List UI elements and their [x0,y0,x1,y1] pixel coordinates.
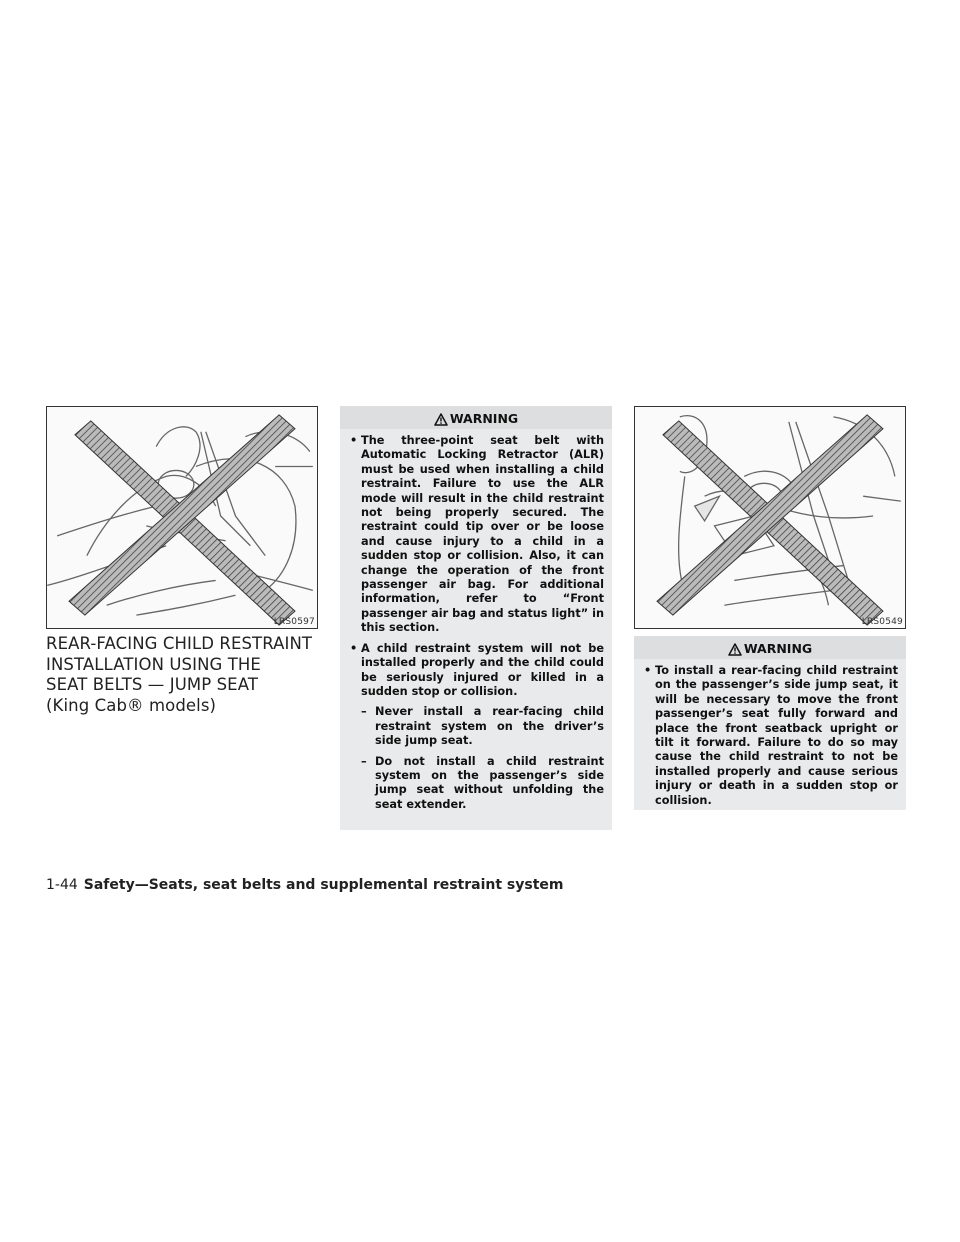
page-footer [46,877,564,893]
warning-box-1 [340,406,612,819]
warning-title-2 [634,636,906,659]
heading-line-3: SEAT BELTS — JUMP SEAT [46,675,258,694]
warning-body-2 [634,659,906,810]
warning1-bullet-1: • The three-point seat belt with Automatic Locking Retractor (ALR) must be used when installing a child restraint. Failure to use the ALR mode will result in the child restraint not being properly secured. The restraint could tip over or be loose and cause injury to a child in a sudden stop or collision. Also, it can change the operation of the front passenger air bag. For additional information, refer to “Front passenger air bag and status light” in this section. [348,434,604,636]
warning-box-2 [634,636,906,807]
warning-title-text-2: WARNING [743,641,813,656]
figure-code-left: LRS0597 [273,617,315,627]
warning1-sub-1: – Never install a rear-facing child restraint system on the driver’s side jump seat. [361,705,604,748]
figure-left [46,406,318,629]
section-title: Safety—Seats, seat belts and supplemental restraint system [83,877,564,893]
warning1-sub-2: – Do not install a child restraint system on the passenger’s side jump seat without unfolding the seat extender. [361,754,604,811]
warning-title-1 [340,406,612,429]
section-heading [46,634,326,716]
page-number: 1-44 [46,877,78,893]
warning1-sub-2-text: Do not install a child restraint system on the passenger’s side jump seat without unfolding the seat extender. [375,754,604,811]
figure-right [634,406,906,629]
heading-line-1: REAR-FACING CHILD RESTRAINT [46,634,313,653]
warning1-bullet-2 [348,642,604,812]
heading-line-4: (King Cab® models) [46,695,217,715]
warning-title-text-1: WARNING [449,411,519,426]
figure-code-right: LRS0549 [861,617,903,627]
warning1-bullet-2-text: A child restraint system will not be installed properly and the child could be seriously injured or killed in a sudden stop or collision. [361,641,604,698]
warning-triangle-icon [434,413,448,429]
warning1-sub-1-text: Never install a rear-facing child restraint system on the driver’s side jump seat. [375,705,604,748]
warning-triangle-icon [728,643,742,659]
crossed-child-seat-illustration-right [635,407,905,628]
warning-body-1 [340,429,612,830]
crossed-child-seat-illustration-left [47,407,317,628]
warning2-bullet-1: • To install a rear-facing child restraint on the passenger’s side jump seat, it will be necessary to move the front passenger’s seat fully forward and place the front seatback upright or tilt it forward. Failure to do so may cause the child restraint to not be installed properly and cause serious injury or death in a sudden stop or collision. [642,664,898,808]
heading-line-2: INSTALLATION USING THE [46,654,261,674]
